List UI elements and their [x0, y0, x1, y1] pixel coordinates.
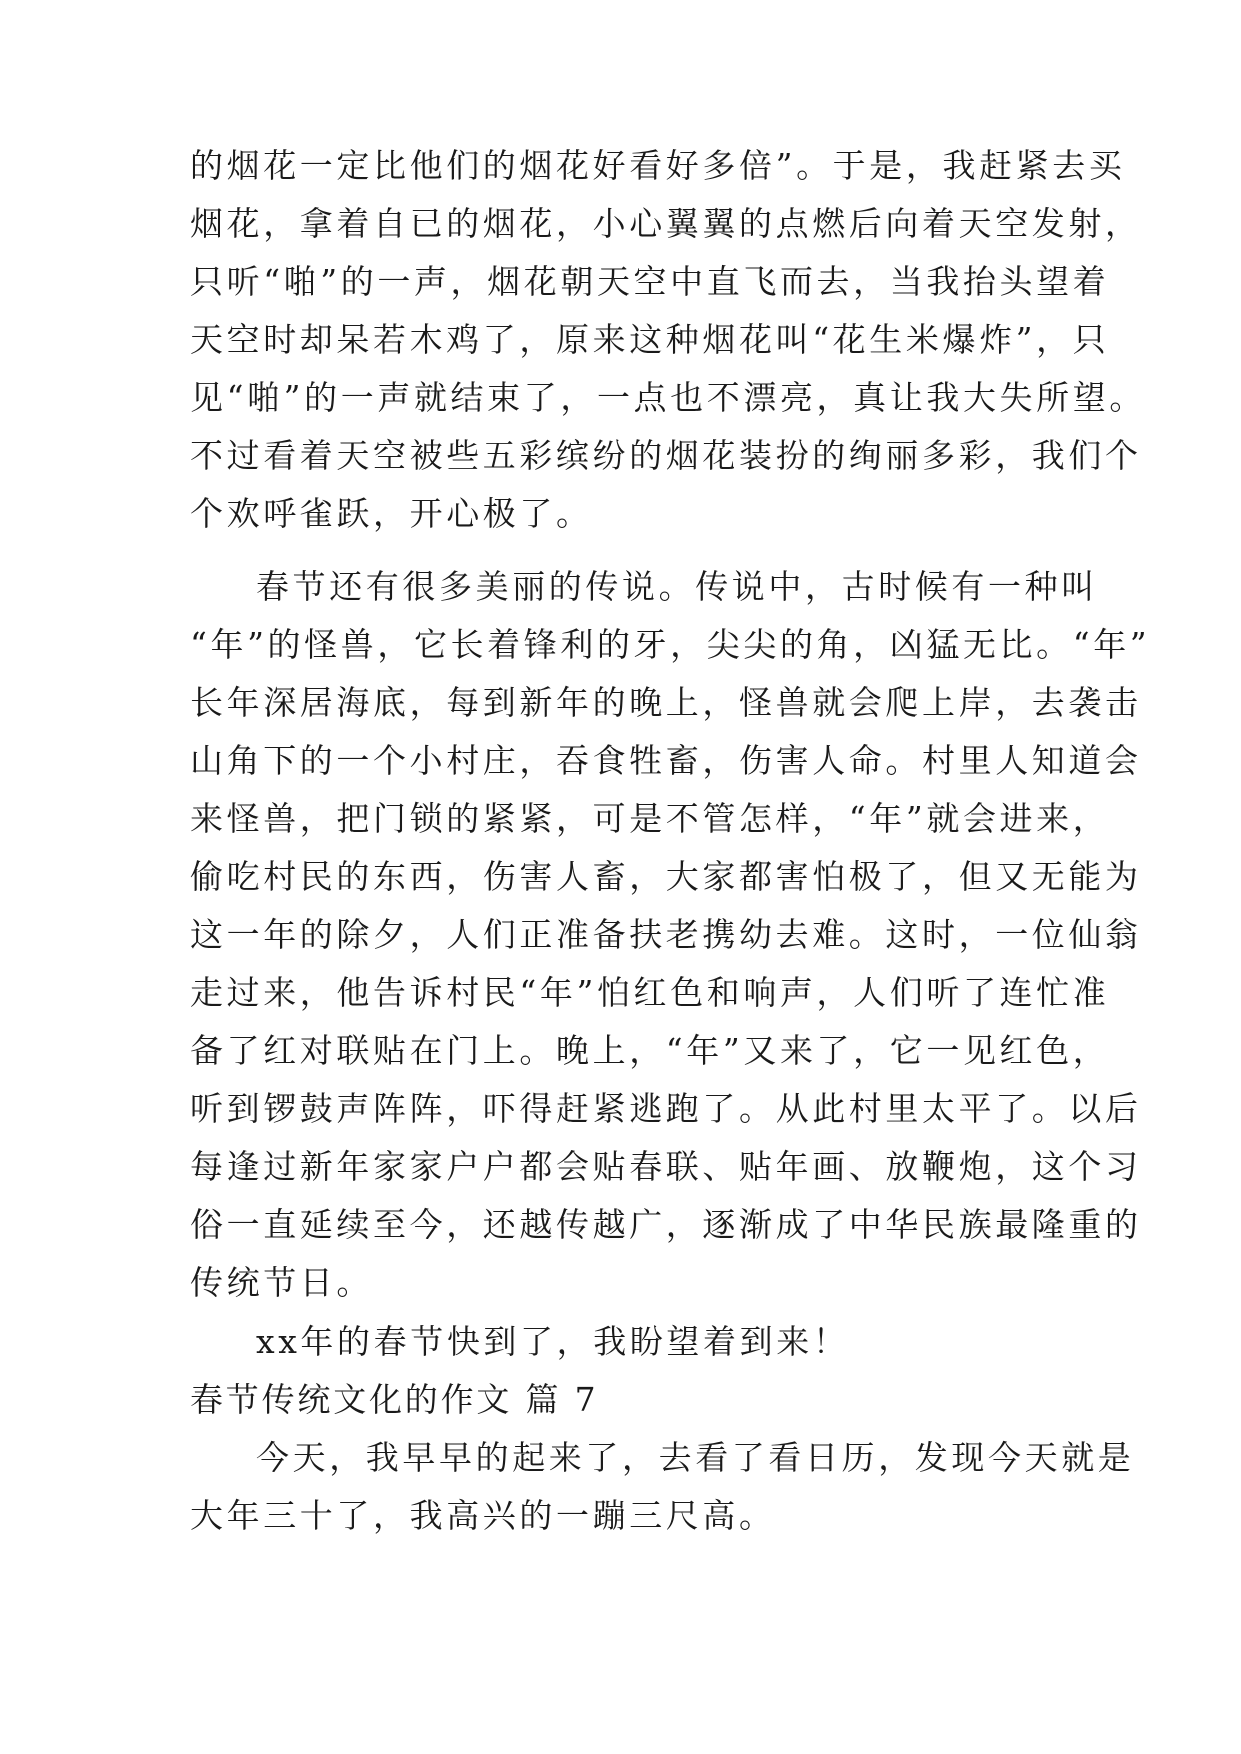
text-line: “年”的怪兽，它长着锋利的牙，尖尖的角，凶猛无比。“年”: [190, 625, 1151, 664]
text-line: 备了红对联贴在门上。晚上，“年”又来了，它一见红色，: [190, 1031, 1110, 1070]
text-line: 来怪兽，把门锁的紧紧，可是不管怎样，“年”就会进来，: [190, 799, 1110, 838]
text-line: 天空时却呆若木鸡了，原来这种烟花叫“花生米爆炸”，只: [190, 320, 1110, 359]
text-line: 听到锣鼓声阵阵，吓得赶紧逃跑了。从此村里太平了。以后: [190, 1089, 1142, 1128]
text-line: 长年深居海底，每到新年的晚上，怪兽就会爬上岸，去袭击: [190, 683, 1142, 722]
text-line: 春节还有很多美丽的传说。传说中，古时候有一种叫: [256, 567, 1098, 606]
text-line: 个欢呼雀跃，开心极了。: [190, 494, 593, 533]
text-line: 只听“啪”的一声，烟花朝天空中直飞而去，当我抬头望着: [190, 262, 1110, 301]
text-line: 今天，我早早的起来了，去看了看日历，发现今天就是: [256, 1438, 1135, 1477]
text-line: 偷吃村民的东西，伤害人畜，大家都害怕极了，但又无能为: [190, 857, 1142, 896]
text-line: 传统节日。: [190, 1263, 373, 1302]
text-line: 每逢过新年家家户户都会贴春联、贴年画、放鞭炮，这个习: [190, 1147, 1142, 1186]
text-line: 这一年的除夕，人们正准备扶老携幼去难。这时，一位仙翁: [190, 915, 1142, 954]
text-line: 走过来，他告诉村民“年”怕红色和响声，人们听了连忙准: [190, 973, 1110, 1012]
text-line: 见“啪”的一声就结束了，一点也不漂亮，真让我大失所望。: [190, 378, 1146, 417]
text-line: 大年三十了，我高兴的一蹦三尺高。: [190, 1496, 776, 1535]
text-line: xx年的春节快到了，我盼望着到来！: [256, 1322, 850, 1361]
text-line: 山角下的一个小村庄，吞食牲畜，伤害人命。村里人知道会: [190, 741, 1142, 780]
text-line: 烟花，拿着自已的烟花，小心翼翼的点燃后向着天空发射，: [190, 204, 1142, 243]
text-line: 的烟花一定比他们的烟花好看好多倍”。于是，我赶紧去买: [190, 146, 1126, 185]
text-line: 不过看着天空被些五彩缤纷的烟花装扮的绚丽多彩，我们个: [190, 436, 1142, 475]
text-line: 俗一直延续至今，还越传越广，逐渐成了中华民族最隆重的: [190, 1205, 1142, 1244]
section-heading: 春节传统文化的作文 篇 7: [190, 1380, 599, 1419]
